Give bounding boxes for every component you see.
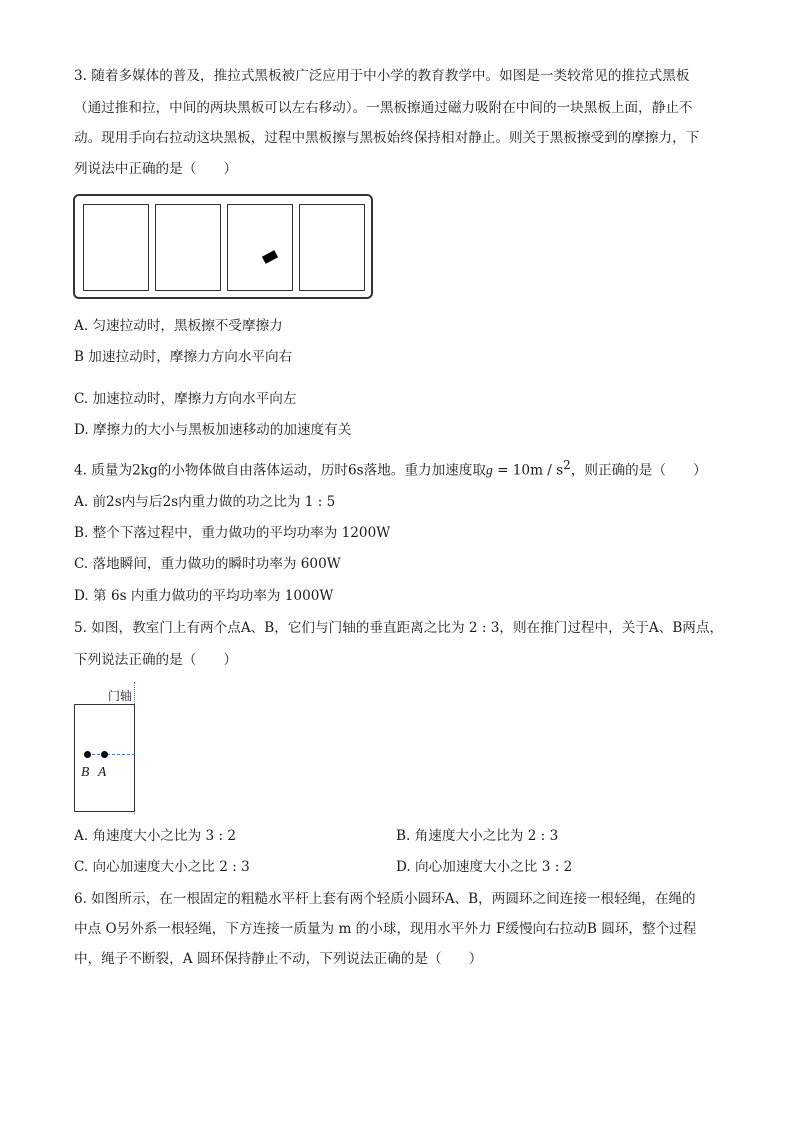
q4-stem-b: 的小物体做自由落体运动，历时 (157, 462, 348, 479)
blackboard-panel-1 (83, 204, 149, 291)
q3-option-b: B 加速拉动时，摩擦力方向水平向右 (74, 349, 293, 365)
q4-g-exponent: 2 (563, 458, 571, 472)
q4-option-b: B. 整个下落过程中，重力做功的平均功率为 1200W (74, 525, 391, 541)
q3-stem-line-3: 动。现用手向右拉动这块黑板，过程中黑板擦与黑板始终保持相对静止。则关于黑板擦受到的摩擦力，下 (74, 130, 700, 146)
q4-stem-c: 落地。重力加速度取 (363, 462, 486, 479)
q4-option-c: C. 落地瞬间，重力做功的瞬时功率为 600W (74, 556, 341, 572)
door-axis-label: 门轴 (108, 689, 133, 703)
q5-option-b: B. 角速度大小之比为 2 : 3 (396, 828, 559, 844)
q4-stem-a: 4. 质量为 (74, 462, 133, 479)
point-a-label: A (98, 764, 107, 779)
point-b-label: B (81, 764, 90, 779)
q5-stem-line-1: 5. 如图，教室门上有两个点A、B，它们与门轴的垂直距离之比为 2 : 3，则在推门过程中，关于A、B两点， (74, 620, 724, 636)
q6-stem-line-2: 中点 O另外系一根轻绳，下方连接一质量为 m 的小球，现用水平外力 F缓慢向右拉动B 圆环，整个过程 (74, 921, 697, 937)
blackboard-panel-4 (299, 204, 365, 291)
q3-option-a: A. 匀速拉动时，黑板擦不受摩擦力 (74, 318, 283, 334)
q4-stem-d: ，则正确的是（ ） (570, 462, 707, 479)
q4-g-symbol: g (485, 462, 493, 478)
q4-option-d: D. 第 6s 内重力做功的平均功率为 1000W (74, 588, 334, 604)
blackboard-panel-2 (155, 204, 221, 291)
blackboard-panel-3 (227, 204, 293, 291)
blackboard-figure (73, 194, 373, 299)
door-figure (74, 704, 135, 812)
point-a-dot (101, 751, 108, 758)
q4-time: 6s (347, 462, 364, 479)
q3-stem-line-4: 列说法中正确的是（ ） (74, 161, 238, 177)
q5-option-a: A. 角速度大小之比为 3 : 2 (74, 828, 237, 844)
q4-stem (74, 455, 707, 481)
q4-option-a: A. 前2s内与后2s内重力做的功之比为 1 : 5 (74, 494, 336, 510)
q4-g-value: = 10m / s (492, 462, 564, 479)
q5-option-d: D. 向心加速度大小之比 3 : 2 (396, 859, 573, 875)
q6-stem-line-3: 中，绳子不断裂，A 圆环保持静止不动，下列说法正确的是（ ） (74, 951, 483, 967)
point-b-dot (84, 751, 91, 758)
q3-stem-line-2: （通过推和拉，中间的两块黑板可以左右移动）。一黑板擦通过磁力吸附在中间的一块黑板上面，静止不 (74, 100, 693, 116)
q5-option-c: C. 向心加速度大小之比 2 : 3 (74, 859, 250, 875)
q6-stem-line-1: 6. 如图所示，在一根固定的粗糙水平杆上套有两个轻质小圆环A、B，两圆环之间连接一根轻绳，在绳的 (74, 891, 696, 907)
q3-option-d: D. 摩擦力的大小与黑板加速移动的加速度有关 (74, 422, 352, 438)
distance-dashed-line (87, 754, 135, 755)
q3-stem-line-1: 3. 随着多媒体的普及，推拉式黑板被广泛应用于中小学的教育教学中。如图是一类较常见的推拉式黑板 (74, 68, 690, 84)
q5-stem-line-2: 下列说法正确的是（ ） (74, 652, 238, 668)
q4-mass: 2kg (132, 462, 158, 479)
q3-option-c: C. 加速拉动时，摩擦力方向水平向左 (74, 391, 297, 407)
